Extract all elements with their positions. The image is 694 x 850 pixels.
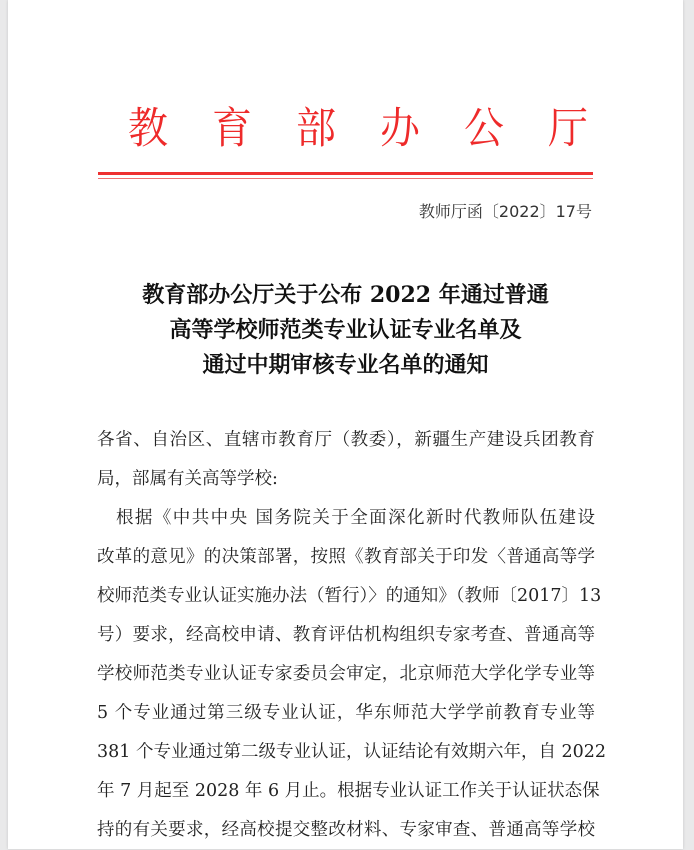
body-line: 学校师范类专业认证专家委员会审定，北京师范大学化学专业等 xyxy=(97,664,595,684)
body-line: 年 7 月起至 2028 年 6 月止。根据专业认证工作关于认证状态保 xyxy=(97,781,600,801)
title-line: 教育部办公厅关于公布 2022 年通过普通 xyxy=(142,282,549,308)
body-line: 号）要求，经高校申请、教育评估机构组织专家考查、普通高等 xyxy=(97,625,595,645)
letterhead-char: 厅 xyxy=(548,104,588,154)
letterhead-char: 办 xyxy=(380,104,420,154)
letterhead-char: 公 xyxy=(464,104,504,154)
body-line: 校师范类专业认证实施办法（暂行）〉的通知》（教师〔2017〕13 xyxy=(97,586,602,606)
body-line: 根据《中共中央 国务院关于全面深化新时代教师队伍建设 xyxy=(97,508,595,528)
letterhead-char: 部 xyxy=(296,104,336,154)
body-line: 持的有关要求，经高校提交整改材料、专家审查、普通高等学校 xyxy=(97,820,595,840)
letterhead-char: 教 xyxy=(128,104,168,154)
document-page xyxy=(8,0,683,849)
body-line: 5 个专业通过第三级专业认证，华东师范大学学前教育专业等 xyxy=(97,703,595,723)
letterhead-divider-thick xyxy=(98,172,593,175)
body-line: 改革的意见》的决策部署，按照《教育部关于印发〈普通高等学 xyxy=(97,547,595,567)
letterhead-divider-thin xyxy=(98,178,593,179)
body-line: 局，部属有关高等学校: xyxy=(97,469,278,489)
document-title xyxy=(8,278,683,383)
title-line: 高等学校师范类专业认证专业名单及 xyxy=(169,317,522,343)
letterhead-char: 育 xyxy=(212,104,252,154)
title-line: 通过中期审核专业名单的通知 xyxy=(202,352,489,378)
document-number: 教师厅函〔2022〕17号 xyxy=(418,202,592,221)
document-body xyxy=(97,421,607,850)
letterhead-org-name xyxy=(128,102,588,156)
body-line: 381 个专业通过第二级专业认证，认证结论有效期六年，自 2022 xyxy=(97,742,607,762)
body-line: 各省、自治区、直辖市教育厅（教委），新疆生产建设兵团教育 xyxy=(97,430,595,450)
